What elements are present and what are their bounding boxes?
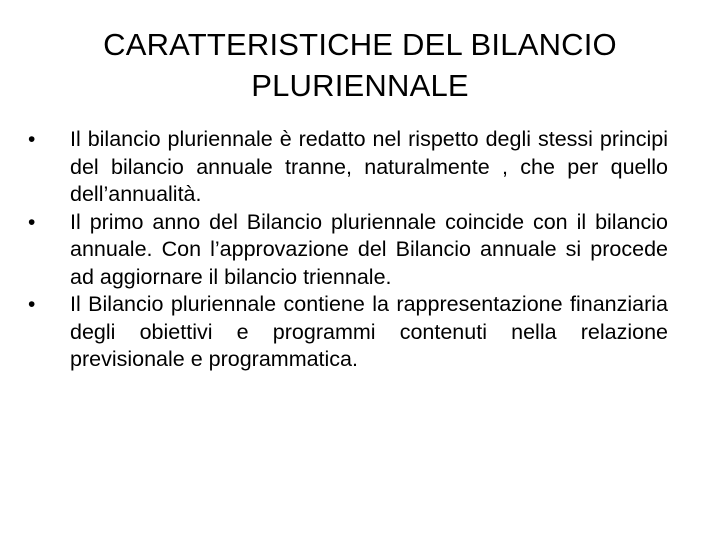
slide-title-line-1: CARATTERISTICHE DEL BILANCIO bbox=[103, 27, 617, 62]
bullet-icon: • bbox=[28, 210, 36, 234]
slide-title-line-2: PLURIENNALE bbox=[251, 68, 469, 103]
bullet-text-2: Il primo anno del Bilancio pluriennale coincide con il bilancio annuale. Con l’approvazione del Bilancio annuale si procede ad aggiornare il bilancio triennale. bbox=[70, 209, 668, 289]
bullet-item-2 bbox=[28, 209, 668, 292]
slide-title bbox=[40, 24, 680, 106]
bullet-item-1 bbox=[28, 126, 668, 209]
bullet-text-1: Il bilancio pluriennale è redatto nel rispetto degli stessi principi del bilancio annuale tranne, naturalmente , che per quello dell’annualità. bbox=[70, 127, 668, 206]
bullet-icon: • bbox=[28, 128, 36, 151]
bullet-text-3: Il Bilancio pluriennale contiene la rappresentazione finanziaria degli obiettivi e programmi contenuti nella relazione previsionale e programmatica. bbox=[70, 292, 668, 371]
bullet-icon: • bbox=[28, 293, 36, 316]
bullet-item-3 bbox=[28, 291, 668, 374]
bullet-list bbox=[28, 126, 668, 374]
